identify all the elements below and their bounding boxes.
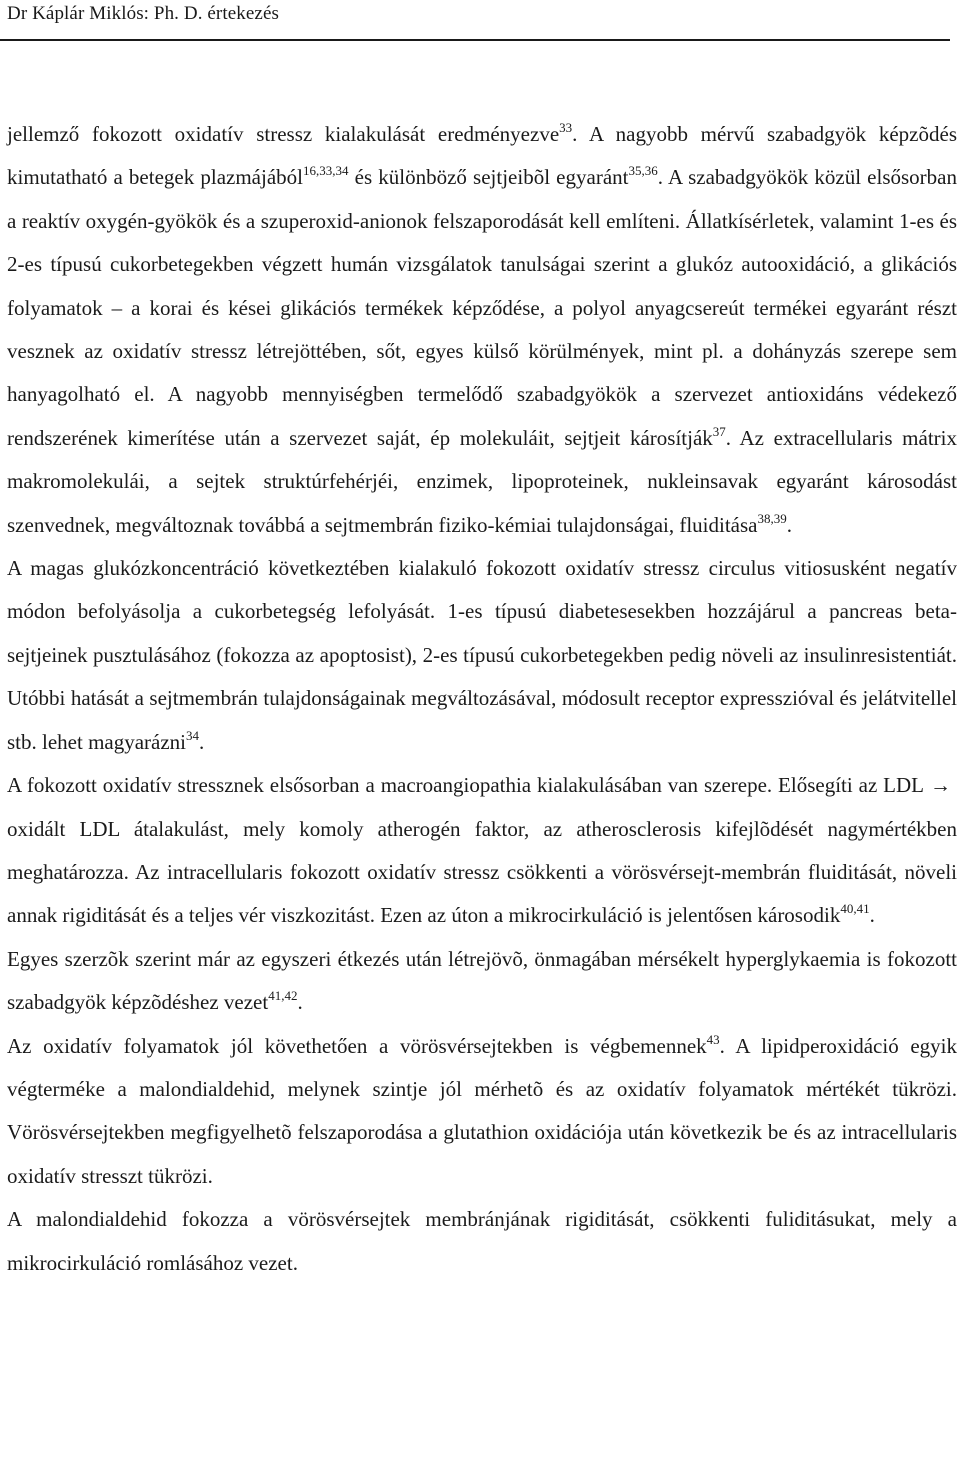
right-arrow-icon: → [930,773,951,798]
text-run: . [199,729,205,754]
text-run: . A nagyobb mérvű szabadgyök képzõdés kimutatható a betegek plazmájából [7,122,958,190]
text-run: A malondialdehid fokozza a vörösvérsejtek membránjának rigiditását, csökkenti fuliditásukat, mely a mikrocirkuláció romlásához vezet. [7,1207,957,1275]
text-run: . [786,512,792,537]
paragraph-3 [7,764,957,938]
citation-ref: 35,36 [628,163,658,179]
paragraph-6 [7,1198,957,1285]
paragraph-2 [7,547,957,764]
citation-ref: 37 [712,423,726,439]
citation-ref: 34 [186,727,200,743]
citation-ref: 41,42 [268,988,298,1004]
paragraph-5 [7,1025,957,1199]
paragraph-4 [7,938,957,1025]
text-run: és különböző sejtjeibõl egyaránt [348,165,629,190]
text-run: Egyes szerzõk szerint már az egyszeri étkezés után létrejövõ, önmagában mérsékelt hyperglykaemia is fokozott szabadgyök képzõdéshez vezet [7,946,957,1015]
citation-ref: 43 [706,1031,720,1047]
text-run: A magas glukózkoncentráció következtében kialakuló fokozott oxidatív stressz circulus vitiosusként negatív módon befolyásolja a cukorbetegség lefolyását. 1-es típusú diabetesesekben hozzájárul a pancreas beta-sejtjeinek pusztulásához (fokozza az apoptosist), 2-es típusú cukorbetegekben pedig növeli az insulinresistentiát. Utóbbi hatását a sejtmembrán tulajdonságainak megváltozásával, módosult receptor expresszióval és jelátvitellel stb. lehet magyarázni [7,556,957,754]
text-run: Az oxidatív folyamatok jól követhetően a vörösvérsejtekben is végbemennek [7,1033,707,1058]
text-run: . [297,990,303,1015]
citation-ref: 16,33,34 [302,163,349,179]
citation-ref: 40,41 [840,901,870,917]
body-text [7,113,957,1285]
header-rule [0,39,950,41]
text-run: A fokozott oxidatív stressznek elsősorban a macroangiopathia kialakulásában van szerepe. Elősegíti az LDL [7,773,924,798]
paragraph-1 [7,113,957,547]
text-run: . A szabadgyökök közül elsősorban a reaktív oxygén-gyökök és a szuperoxid-anionok felszaporodását kell említeni. Állatkísérletek, valamint 1-es és 2-es típusú cukorbetegekben végzett humán vizsgálatok tanulságai szerint a glukóz autooxidáció, a glikációs folyamatok – a korai és kései glikációs termékek képződése, a polyol anyagcsereút termékei egyaránt részt vesznek az oxidatív stressz létrejöttében, sőt, egyes külső körülmények, mint pl. a dohányzás szerepe sem hanyagolható el. A nagyobb mennyiségben termelődő szabadgyökök a szervezet antioxidáns védekező rendszerének kimerítése után a szervezet saját, ép molekuláit, sejtjeit károsítják [7,165,957,450]
text-run: oxidált LDL átalakulást, mely komoly atherogén faktor, az atherosclerosis kifejlõdését nagymértékben meghatározza. Az intracellularis fokozott oxidatív stressz csökkenti a vörösvérsejt-membrán fluiditását, növeli annak rigiditását és a teljes vér viszkozitást. Ezen az úton a mikrocirkuláció is jelentősen károsodik [7,816,957,928]
text-run: . A lipidperoxidáció egyik végterméke a malondialdehid, melynek szintje jól mérhetõ és az oxidatív folyamatok mértékét tükrözi. Vörösvérsejtekben megfigyelhetõ felszaporodása a glutathion oxidációja után következik be és az intracellularis oxidatív stresszt tükrözi. [7,1033,957,1188]
citation-ref: 33 [559,120,573,135]
text-run: jellemző fokozott oxidatív stressz kialakulását eredményezve [7,122,560,146]
running-header-title: Dr Káplár Miklós: Ph. D. értekezés [7,3,279,24]
text-run: . [869,903,875,928]
citation-ref: 38,39 [757,510,787,526]
text-run: . Az extracellularis mátrix makromolekulái, a sejtek struktúrfehérjéi, enzimek, lipoproteinek, nukleinsavak egyaránt károsodást szenvednek, megváltoznak továbbá a sejtmembrán fiziko-kémiai tulajdonságai, fluiditása [7,425,957,537]
